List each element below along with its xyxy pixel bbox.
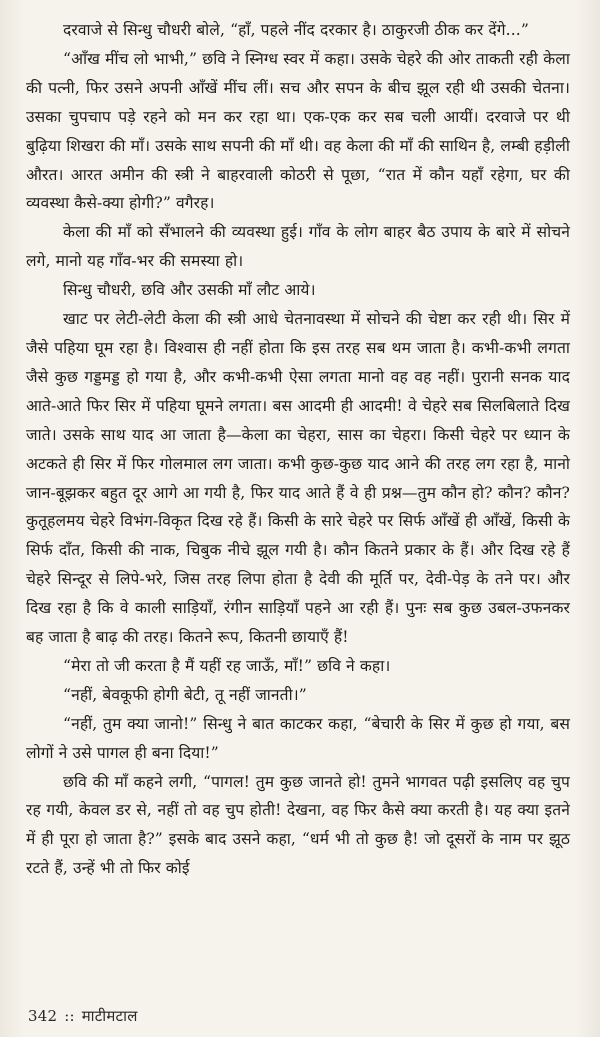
footer-separator: ::: [64, 1007, 75, 1025]
paragraph: छवि की माँ कहने लगी, “पागल! तुम कुछ जानते हो! तुमने भागवत पढ़ी इसलिए वह चुप रह गयी, केवल डर से, नहीं तो वह चुप होती! देखना, वह फिर कैसे क्या करती है। यह क्या इतने में ही पूरा हो जाता है?” इसके बाद उसने कहा, “धर्म भी तो कुछ है! जो दूसरों के नाम पर झूठ रटते हैं, उन्हें भी तो फिर कोई: [26, 772, 570, 878]
paragraph: केला की माँ को सँभालने की व्यवस्था हुई। गाँव के लोग बाहर बैठ उपाय के बारे में सोचने लगे, मानो यह गाँव-भर की समस्या हो।: [26, 223, 570, 271]
page-number: 342: [28, 1007, 58, 1025]
paragraph: दरवाजे से सिन्धु चौधरी बोले, “हाँ, पहले नींद दरकार है। ठाकुरजी ठीक कर देंगे...”: [63, 21, 529, 39]
page-footer: [28, 1006, 138, 1026]
paragraph: “मेरा तो जी करता है मैं यहीं रह जाऊँ, माँ!” छवि ने कहा।: [63, 656, 391, 675]
paragraph: “नहीं, तुम क्या जानो!” सिन्धु ने बात काटकर कहा, “बेचारी के सिर में कुछ हो गया, बस लोगों ने उसे पागल ही बना दिया!”: [26, 714, 570, 762]
paragraph: सिन्धु चौधरी, छवि और उसकी माँ लौट आये।: [63, 281, 316, 300]
paragraph: खाट पर लेटी-लेटी केला की स्त्री आधे चेतनावस्था में सोचने की चेष्टा कर रही थी। सिर में जैसे पहिया घूम रहा है। विश्वास ही नहीं होता कि इस तरह सब थम जाता है। कभी-कभी लगता जैसे कुछ गड्डमड्ड हो गया है, और कभी-कभी ऐसा लगता मानो वह वह नहीं। पुरानी सनक याद आते-आते फिर सिर में पहिया घूमने लगता। बस आदमी ही आदमी! वे चेहरे सब सिलबिलाते दिख जाते। उसके साथ याद आ जाता है—केला का चेहरा, सास का चेहरा। किसी चेहरे पर ध्यान के अटकते ही सिर में फिर गोलमाल लग जाता। कभी कुछ-कुछ याद आने की तरह लग रहा है, मानो जान-बूझकर बहुत दूर आगे आ गयी है, फिर याद आते हैं वे ही प्रश्न—तुम कौन हो? कौन? कौन? कुतूहलमय चेहरे विभंग-विकृत दिख रहे हैं। किसी के सारे चेहरे पर सिर्फ आँखें ही आँखें, किसी के सिर्फ दाँत, किसी की नाक, चिबुक नीचे झूल गयी है। कौन कितने प्रकार के हैं। और दिख रहे हैं चेहरे सिन्दूर से लिपे-भरे, जिस तरह लिपा होता है देवी की मूर्ति पर, देवी-पेड़ के तने पर। और दिख रहा है कि वे काली साड़ियाँ, रंगीन साड़ियाँ पहने आ रही हैं। पुनः सब कुछ उबल-उफनकर बह जाता है बाढ़ की तरह। कितने रूप, कितनी छायाएँ हैं!: [26, 310, 570, 647]
paragraph: “आँख मींच लो भाभी,” छवि ने स्निग्ध स्वर में कहा। उसके चेहरे की ओर ताकती रही केला की पत्नी, फिर उसने अपनी आँखें मींच लीं। सच और सपन के बीच झूल रही थी उसकी चेतना। उसका चुपचाप पड़े रहने को मन कर रहा था। एक-एक कर सब चली आयीं। दरवाजे पर थी बुढ़िया शिखरा की माँ। उसके साथ सपनी की माँ थी। वह केला की माँ की साथिन है, लम्बी हड़ीली औरत। आरत अमीन की स्त्री ने बाहरवाली कोठरी से पूछा, “रात में कौन यहाँ रहेगा, घर की व्यवस्था कैसे-क्या होगी?” वगैरह।: [26, 49, 570, 213]
page-body: [26, 16, 570, 883]
paragraph: “नहीं, बेवकूफी होगी बेटी, तू नहीं जानती।”: [63, 685, 307, 704]
running-title: माटीमटाल: [81, 1007, 138, 1025]
